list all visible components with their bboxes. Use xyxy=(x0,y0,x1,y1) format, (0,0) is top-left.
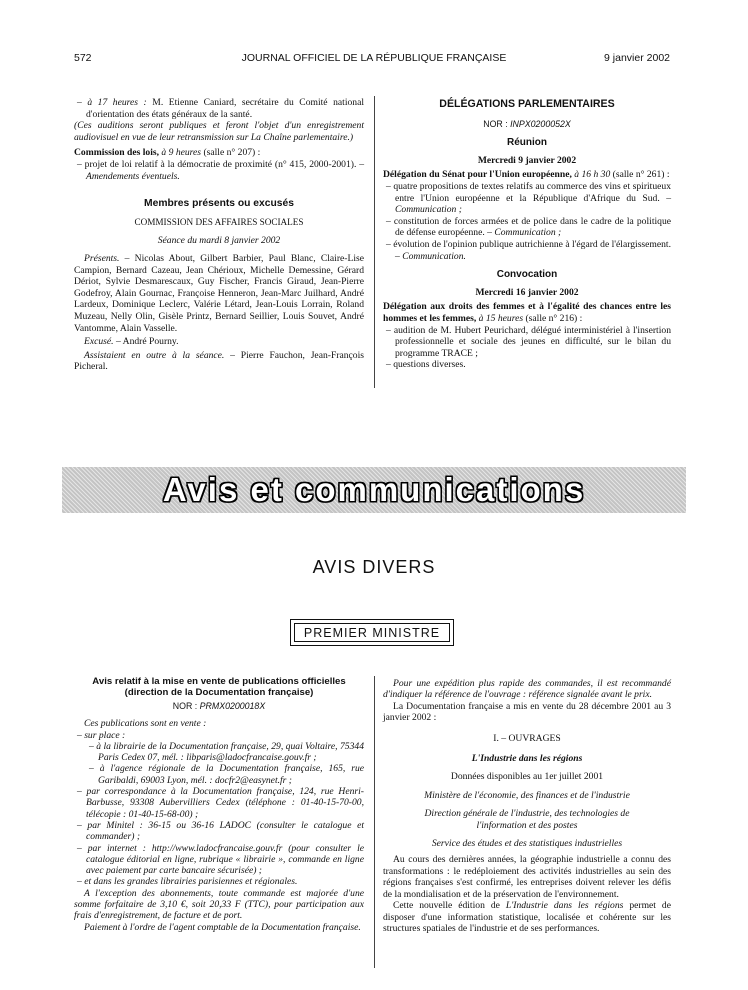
delegations-title: DÉLÉGATIONS PARLEMENTAIRES xyxy=(439,98,615,110)
projet-item: – projet de loi relatif à la démocratie de proximité (n° 415, 2000-2001). – Amendements éventuels. xyxy=(77,158,365,182)
audition-item: – à 17 heures : M. Etienne Caniard, secrétaire du Comité national d'orientation des états généraux de la santé. xyxy=(77,97,364,120)
donnees-line: Données disponibles au 1er juillet 2001 xyxy=(450,771,604,783)
column-divider-top xyxy=(374,96,375,388)
intro-line: Ces publications sont en vente : xyxy=(84,718,207,730)
assistaient-line: Assistaient en outre à la séance. – Pierre Fauchon, Jean-François Picheral. xyxy=(74,349,364,373)
avis-title: Avis relatif à la mise en vente de publications officielles (direction de la Documentation française) xyxy=(92,676,346,698)
membres-title: Membres présents ou excusés xyxy=(144,198,294,210)
section-banner xyxy=(62,467,686,513)
list-item: – quatre propositions de textes relatifs au commerce des vins et spiritueux entre l'Union européenne et la République d'Afrique du Sud. – Communication ; xyxy=(386,180,671,216)
delegation-femmes: Délégation aux droits des femmes et à l'égalité des chances entre les hommes et les femmes, à 15 heures (salle n° 216) : xyxy=(383,301,671,324)
direction-line: Direction générale de l'industrie, des technologies de l'information et des postes xyxy=(424,808,630,831)
premier-ministre-box xyxy=(290,619,454,646)
column-divider-bottom xyxy=(374,676,375,968)
convocation-heading: Convocation xyxy=(496,269,558,281)
mise-en-vente: La Documentation française a mis en vente du 28 décembre 2001 au 3 janvier 2002 : xyxy=(383,700,671,724)
list-item: – à l'agence régionale de la Documentation française, 165, rue Garibaldi, 69003 Lyon, mél. : docfr2@easynet.fr ; xyxy=(89,763,364,786)
reunion-heading: Réunion xyxy=(507,137,547,149)
right-bottom-column xyxy=(383,678,671,934)
presents-list: Présents. – Nicolas About, Gilbert Barbier, Paul Blanc, Claire-Lise Campion, Bernard Cazeau, Jean Chérioux, Michelle Demessine, Gérard Dériot, Sylvie Desmarescaux, Guy Fischer, Francis Giraud, Jean-Pierre Godefroy, Alain Gournac, Françoise Henneron, Jean-Marc Juilhard, André Lardeux, Dominique Leclerc, Valérie Létard, Jean-Louis Lorrain, Roland Muzeau, Nelly Olin, Gisèle Printz, Bernard Seillier, Louis Souvet, André Vantomme, Alain Vasselle. xyxy=(74,252,364,334)
service-line: Service des études et des statistiques industrielles xyxy=(431,838,623,850)
publications-list xyxy=(74,718,364,933)
ministere-line: Ministère de l'économie, des finances et de l'industrie xyxy=(424,789,630,801)
commission-lois: Commission des lois, à 9 heures (salle n° 207) : xyxy=(74,147,261,159)
list-item: – par internet : http://www.ladocfrancaise.gouv.fr (pour consulter le catalogue éditorial en ligne, rubrique « librairie », commande en ligne avec paiement par carte bancaire sécurisée) ; xyxy=(77,842,364,877)
nor-line: NOR : INPX0200052X xyxy=(483,118,571,129)
list-item: – audition de M. Hubert Peurichard, délégué interministériel à l'insertion professionnelle et sociale des jeunes en difficulté, sur le bilan du programme TRACE ; xyxy=(386,324,671,359)
right-top-column xyxy=(383,99,671,371)
list-item: – et dans les grandes librairies parisiennes et régionales. xyxy=(77,876,298,888)
expedition-paragraph: Pour une expédition plus rapide des commandes, il est recommandé d'indiquer la référence de l'ouvrage : référence signalée avant le prix. xyxy=(383,678,671,701)
paiement-paragraph: Paiement à l'ordre de l'agent comptable de la Documentation française. xyxy=(84,921,361,933)
audition-note: (Ces auditions seront publiques et feront l'objet d'un enregistrement audiovisuel en vue de leur retransmission sur La Chaîne parlementaire.) xyxy=(74,120,364,143)
description-paragraph-2: Cette nouvelle édition de L'Industrie dans les régions permet de disposer d'une information statistique, localisée et cohérente sur les structures spatiales de l'industrie et de ses performances. xyxy=(383,900,671,934)
list-item: – à la librairie de la Documentation française, 29, quai Voltaire, 75344 Paris Cedex 07, mél. : libparis@ladocfrancaise.gouv.fr ; xyxy=(89,740,364,764)
journal-title: JOURNAL OFFICIEL DE LA RÉPUBLIQUE FRANÇAISE xyxy=(241,52,507,64)
premier-ministre-label: PREMIER MINISTRE xyxy=(303,625,441,640)
excuse-line: Excusé. – André Pourny. xyxy=(84,336,179,348)
seance-date: Séance du mardi 8 janvier 2002 xyxy=(157,235,281,247)
delegation-ue: Délégation du Sénat pour l'Union européenne, à 16 h 30 (salle n° 261) : xyxy=(383,169,670,181)
list-item: – sur place : xyxy=(77,729,126,741)
commission-affaires: COMMISSION DES AFFAIRES SOCIALES xyxy=(134,216,304,227)
banner-title: Avis et communications xyxy=(162,471,586,508)
nor-line-bottom: NOR : PRMX0200018X xyxy=(172,701,266,711)
book-title: L'Industrie dans les régions xyxy=(471,753,583,765)
date-mercredi-16: Mercredi 16 janvier 2002 xyxy=(475,286,579,298)
date-mercredi-9: Mercredi 9 janvier 2002 xyxy=(477,154,577,166)
left-top-column xyxy=(74,97,364,373)
list-item: – questions diverses. xyxy=(386,359,466,371)
left-bottom-column xyxy=(74,676,364,933)
list-item: – évolution de l'opinion publique autrichienne à l'égard de l'élargissement. – Communication. xyxy=(386,238,671,262)
exception-paragraph: A l'exception des abonnements, toute commande est majorée d'une somme forfaitaire de 3,10 €, soit 20,33 F (TTC), pour participation aux frais d'enregistrement, de facture et de port. xyxy=(74,887,364,922)
list-item: – par correspondance à la Documentation française, 124, rue Henri-Barbusse, 93308 Aubervilliers Cedex (téléphone : 01-40-15-70-00, télécopie : 01-40-15-68-00) ; xyxy=(77,786,364,820)
page-number: 572 xyxy=(74,52,92,64)
avis-divers-title: AVIS DIVERS xyxy=(312,557,436,577)
list-item: – par Minitel : 36-15 ou 36-16 LADOC (consulter le catalogue et commander) ; xyxy=(77,819,364,843)
header-date: 9 janvier 2002 xyxy=(604,52,670,64)
description-paragraph-1: Au cours des dernières années, la géographie industrielle a connu des transformations : le redéploiement des activités industrielles au sein des régions françaises s'est confirmé, les entreprises doivent relever les défis de la mondialisation et de la préservation de l'environnement. xyxy=(383,854,671,900)
ouvrages-heading: I. – OUVRAGES xyxy=(493,732,561,744)
list-item: – constitution de forces armées et de police dans le cadre de la politique de défense européenne. – Communication ; xyxy=(386,215,671,239)
